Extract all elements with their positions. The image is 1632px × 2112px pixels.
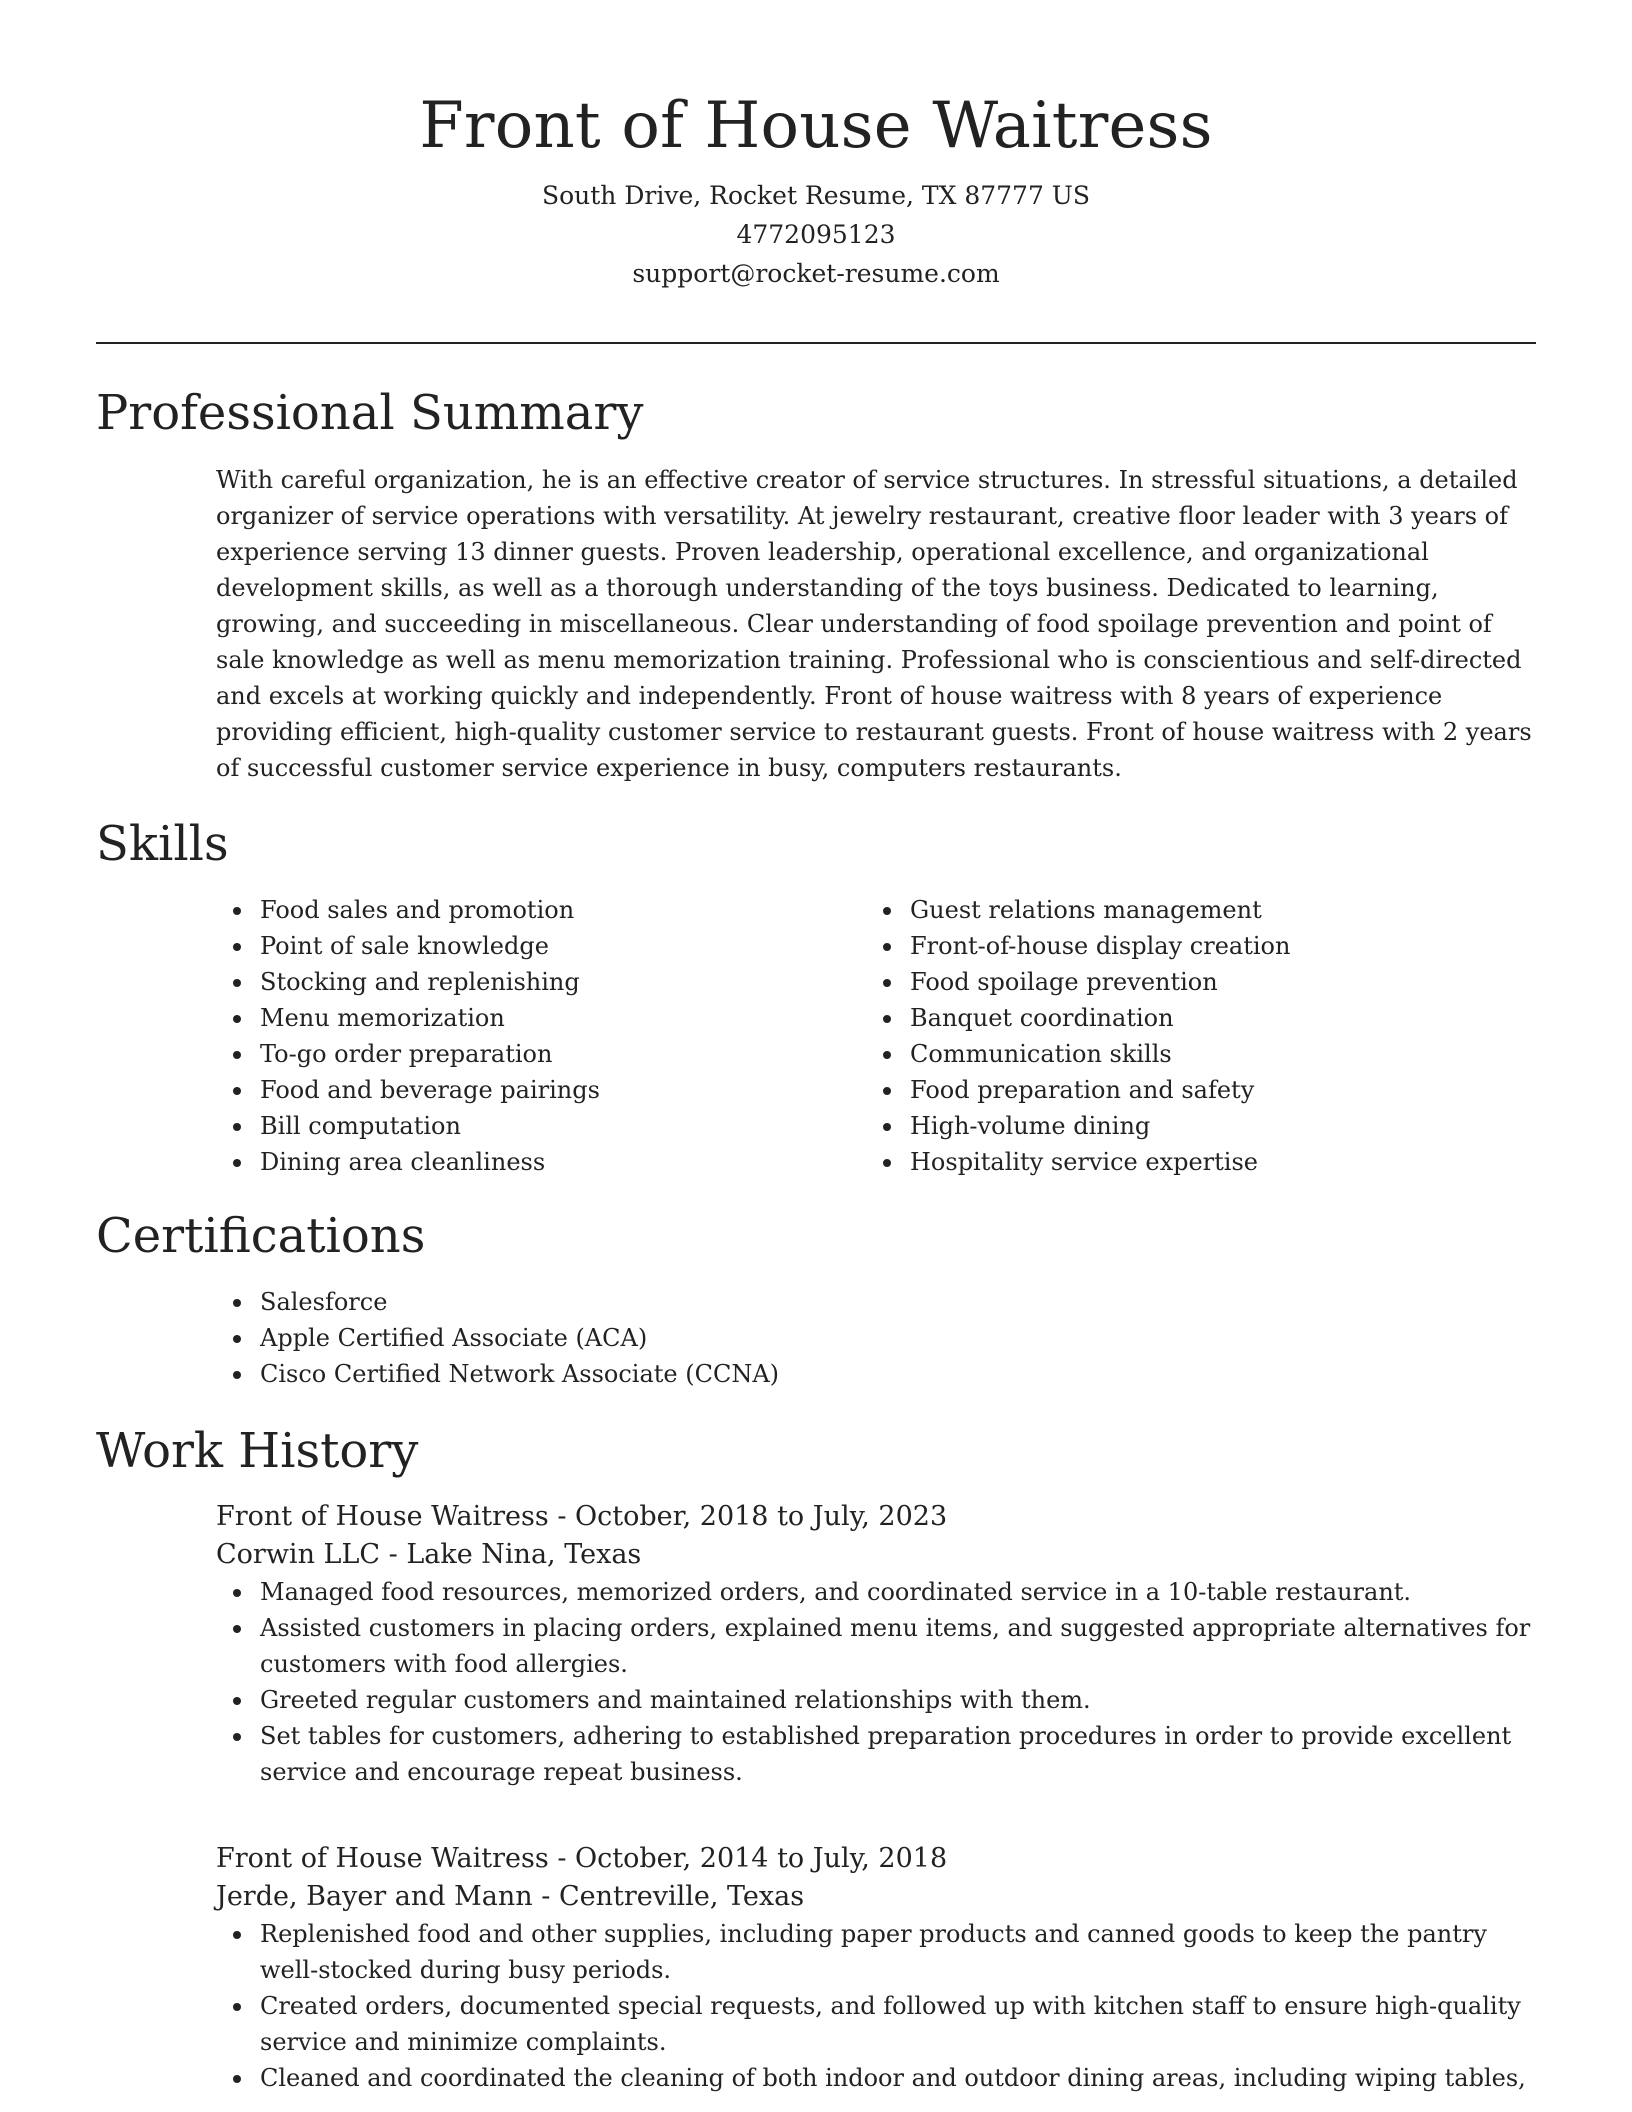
job-bullet: Managed food resources, memorized orders, and coordinated service in a 10-table restaurant. [216, 1574, 1536, 1610]
skills-right-list [866, 892, 1486, 1180]
skill-item: Menu memorization [216, 1000, 836, 1036]
skills-title: Skills [96, 816, 229, 872]
skills-left-list [216, 892, 836, 1180]
skill-item: Food sales and promotion [216, 892, 836, 928]
job-employer [216, 1536, 1536, 1574]
job-heading [216, 1498, 1536, 1536]
job-bullet: Greeted regular customers and maintained relationships with them. [216, 1682, 1536, 1718]
work-history-title: Work History [96, 1423, 419, 1479]
skill-item: Food preparation and safety [866, 1072, 1486, 1108]
certifications-section [96, 1206, 1536, 1266]
job-entry-1 [216, 1498, 1536, 1790]
job-location: - Centreville, Texas [532, 1881, 805, 1912]
job-heading [216, 1840, 1536, 1878]
skill-item: Food and beverage pairings [216, 1072, 836, 1108]
job-entry-2 [216, 1840, 1536, 2096]
job-dates: - October, 2018 to July, 2023 [548, 1501, 948, 1532]
skill-item: Dining area cleanliness [216, 1144, 836, 1180]
certification-item: Apple Certified Associate (ACA) [216, 1320, 1516, 1356]
address: South Drive, Rocket Resume, TX 87777 US [541, 181, 1091, 210]
email: support@rocket-resume.com [632, 259, 1000, 288]
skill-item: To-go order preparation [216, 1036, 836, 1072]
skill-item: Point of sale knowledge [216, 928, 836, 964]
summary-section [96, 383, 1536, 443]
job-bullet: Created orders, documented special requests, and followed up with kitchen staff to ensure high-quality service and minimize complaints. [216, 1988, 1536, 2060]
skills-section [96, 814, 1536, 874]
certification-item: Cisco Certified Network Associate (CCNA) [216, 1356, 1516, 1392]
skill-item: Food spoilage prevention [866, 964, 1486, 1000]
job-location: - Lake Nina, Texas [380, 1539, 642, 1570]
job-bullets [216, 1916, 1536, 2096]
skill-item: Guest relations management [866, 892, 1486, 928]
job-bullet: Set tables for customers, adhering to established preparation procedures in order to provide excellent service and encourage repeat business. [216, 1718, 1536, 1790]
skill-item: Front-of-house display creation [866, 928, 1486, 964]
candidate-name: Front of House Waitress [419, 89, 1213, 163]
job-title: Front of House Waitress [216, 1843, 549, 1874]
summary-title: Professional Summary [96, 385, 644, 441]
skill-item: Communication skills [866, 1036, 1486, 1072]
skills-right-column [866, 892, 1486, 1180]
certification-item: Salesforce [216, 1284, 1516, 1320]
skill-item: High-volume dining [866, 1108, 1486, 1144]
job-bullets [216, 1574, 1536, 1790]
certifications-list [216, 1284, 1516, 1392]
skill-item: Hospitality service expertise [866, 1144, 1486, 1180]
skill-item: Stocking and replenishing [216, 964, 836, 1000]
skills-left-column [216, 892, 836, 1180]
job-company: Corwin LLC [216, 1539, 381, 1570]
skill-item: Banquet coordination [866, 1000, 1486, 1036]
header-divider [96, 342, 1536, 344]
resume-header [96, 80, 1536, 293]
work-history-section [96, 1421, 1536, 1481]
job-dates: - October, 2014 to July, 2018 [548, 1843, 948, 1874]
summary-text: With careful organization, he is an effective creator of service structures. In stressful situations, a detailed organizer of service operations with versatility. At jewelry restaurant, creative floor leader with 3 years of experience serving 13 dinner guests. Proven leadership, operational excellence, and organizational development skills, as well as a thorough understanding of the toys business. Dedicated to learning, growing, and succeeding in miscellaneous. Clear understanding of food spoilage prevention and point of sale knowledge as well as menu memorization training. Professional who is conscientious and self-directed and excels at working quickly and independently. Front of house waitress with 8 years of experience providing efficient, high-quality customer service to restaurant guests. Front of house waitress with 2 years of successful customer service experience in busy, computers restaurants. [216, 466, 1532, 782]
job-bullet: Replenished food and other supplies, including paper products and canned goods to keep the pantry well-stocked during busy periods. [216, 1916, 1536, 1988]
job-employer [216, 1878, 1536, 1916]
job-bullet: Assisted customers in placing orders, explained menu items, and suggested appropriate alternatives for customers with food allergies. [216, 1610, 1536, 1682]
phone: 4772095123 [736, 220, 896, 249]
job-bullet: Cleaned and coordinated the cleaning of both indoor and outdoor dining areas, including wiping tables, [216, 2060, 1536, 2096]
job-title: Front of House Waitress [216, 1501, 549, 1532]
certifications-column [216, 1284, 1516, 1392]
skill-item: Bill computation [216, 1108, 836, 1144]
certifications-title: Certifications [96, 1208, 426, 1264]
job-company: Jerde, Bayer and Mann [216, 1881, 533, 1912]
